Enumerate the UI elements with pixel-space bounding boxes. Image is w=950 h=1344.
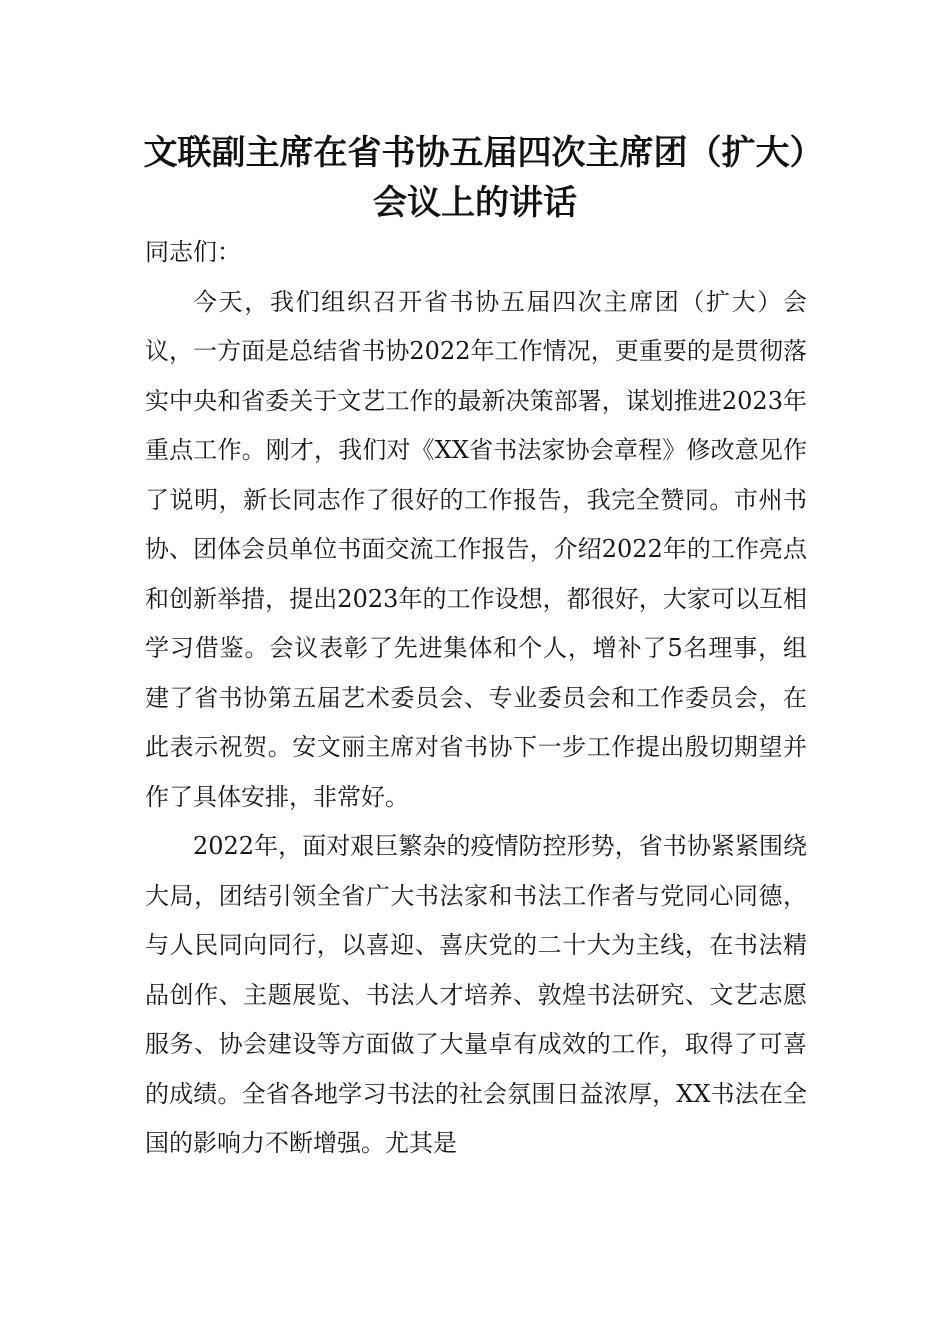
paragraph-2: 2022年，面对艰巨繁杂的疫情防控形势，省书协紧紧围绕大局，团结引领全省广大书法家和书法工作者与党同心同德，与人民同向同行，以喜迎、喜庆党的二十大为主线，在书法精品创作、主题展览、书法人才培养、敦煌书法研究、文艺志愿服务、协会建设等方面做了大量卓有成效的工作，取得了可喜的成绩。全省各地学习书法的社会氛围日益浓厚，XX书法在全国的影响力不断增强。尤其是	[145, 832, 807, 1157]
salutation: 同志们：	[145, 238, 241, 266]
document-body	[145, 228, 807, 1169]
paragraph-1: 今天，我们组织召开省书协五届四次主席团（扩大）会议，一方面是总结省书协2022年工作情况，更重要的是贯彻落实中央和省委关于文艺工作的最新决策部署，谋划推进2023年重点工作。刚才，我们对《XX省书法家协会章程》修改意见作了说明，新长同志作了很好的工作报告，我完全赞同。市州书协、团体会员单位书面交流工作报告，介绍2022年的工作亮点和创新举措，提出2023年的工作设想，都很好，大家可以互相学习借鉴。会议表彰了先进集体和个人，增补了5名理事，组建了省书协第五届艺术委员会、专业委员会和工作委员会，在此表示祝贺。安文丽主席对省书协下一步工作提出殷切期望并作了具体安排，非常好。	[145, 287, 807, 811]
document-title: 文联副主席在省书协五届四次主席团（扩大）会议上的讲话	[143, 133, 807, 223]
